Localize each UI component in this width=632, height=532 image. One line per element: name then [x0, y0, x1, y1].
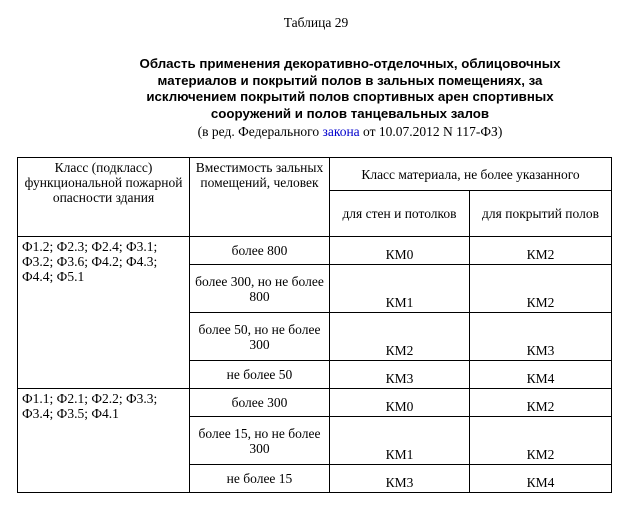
table-number: Таблица 29	[283, 15, 349, 30]
materials-table	[17, 157, 612, 493]
class-list: Ф1.2; Ф2.3; Ф2.4; Ф3.1; Ф3.2; Ф3.6; Ф4.2; Ф4.3; Ф4.4; Ф5.1	[18, 237, 190, 389]
capacity-cell: более 50, но не более 300	[190, 313, 330, 361]
capacity-cell: не более 15	[190, 465, 330, 493]
capacity-cell: более 15, но не более 300	[190, 417, 330, 465]
table-row	[18, 237, 612, 265]
floors-class-cell: КМ2	[470, 265, 612, 313]
capacity-cell: более 300	[190, 389, 330, 417]
table-title	[70, 56, 630, 122]
edition-prefix: (в ред. Федерального	[197, 124, 323, 139]
header-class: Класс (подкласс) функциональной пожарной опасности здания	[18, 158, 190, 237]
floors-class-cell: КМ4	[470, 465, 612, 493]
class-list: Ф1.1; Ф2.1; Ф2.2; Ф3.3; Ф3.4; Ф3.5; Ф4.1	[18, 389, 190, 493]
walls-class-cell: КМ0	[330, 237, 470, 265]
title-line: исключением покрытий полов спортивных арен спортивных	[146, 89, 554, 104]
edition-suffix: от 10.07.2012 N 117-ФЗ)	[359, 124, 503, 139]
floors-class-cell: КМ4	[470, 361, 612, 389]
walls-class-cell: КМ1	[330, 417, 470, 465]
walls-class-cell: КМ3	[330, 361, 470, 389]
title-line: Область применения декоративно-отделочных, облицовочных	[139, 56, 561, 71]
capacity-cell: более 800	[190, 237, 330, 265]
title-line: материалов и покрытий полов в зальных помещениях, за	[157, 72, 543, 88]
header-material-group: Класс материала, не более указанного	[330, 158, 612, 191]
table-row	[18, 389, 612, 417]
floors-class-cell: КМ2	[470, 389, 612, 417]
header-capacity: Вместимость зальных помещений, человек	[190, 158, 330, 237]
title-line: сооружений и полов танцевальных залов	[210, 105, 490, 121]
walls-class-cell: КМ1	[330, 265, 470, 313]
header-walls: для стен и потолков	[330, 191, 470, 237]
walls-class-cell: КМ2	[330, 313, 470, 361]
walls-class-cell: КМ3	[330, 465, 470, 493]
floors-class-cell: КМ3	[470, 313, 612, 361]
floors-class-cell: КМ2	[470, 417, 612, 465]
header-floors: для покрытий полов	[470, 191, 612, 237]
edition-note	[70, 124, 630, 140]
capacity-cell: более 300, но не более 800	[190, 265, 330, 313]
walls-class-cell: КМ0	[330, 389, 470, 417]
capacity-cell: не более 50	[190, 361, 330, 389]
header-row	[18, 158, 612, 191]
floors-class-cell: КМ2	[470, 237, 612, 265]
law-link[interactable]: закона	[322, 124, 360, 139]
